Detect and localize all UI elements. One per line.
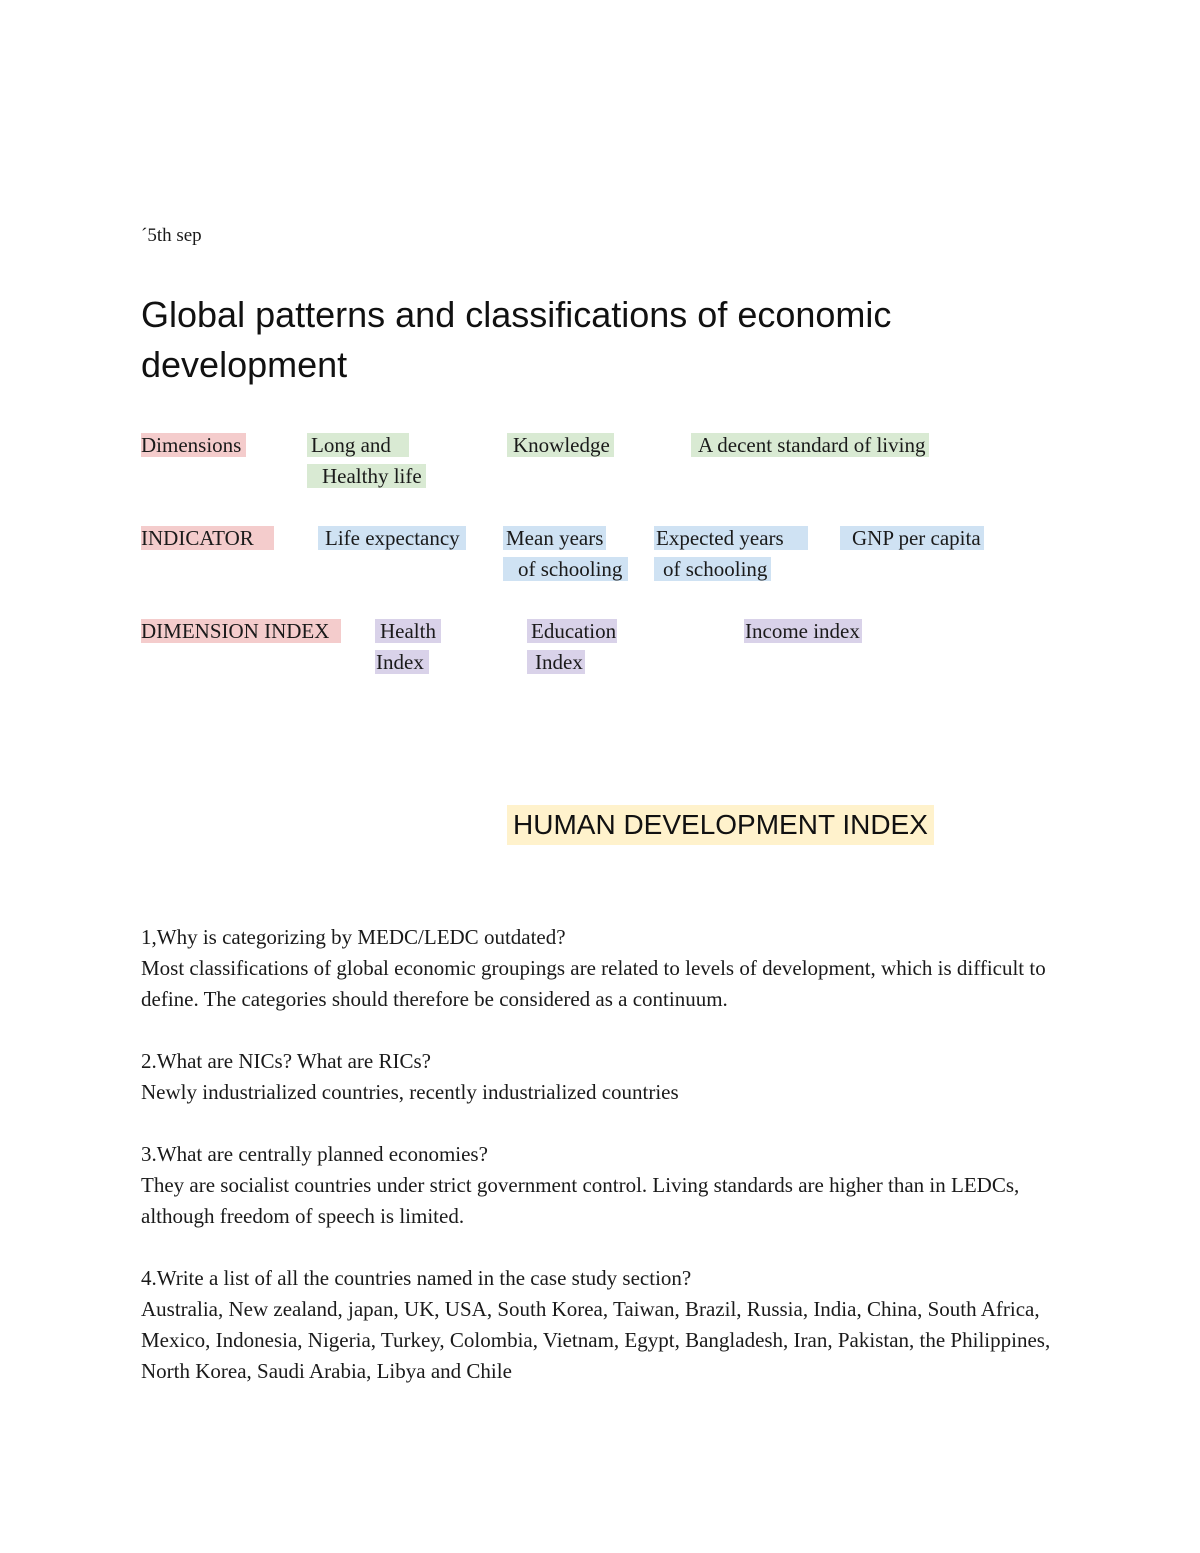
date-note: ´5th sep — [141, 225, 202, 246]
dimension-long-healthy-life: Long and Healthy life — [307, 430, 426, 492]
answer: Newly industrialized countries, recently industrialized countries — [141, 1080, 679, 1104]
indicator-life-expectancy: Life expectancy — [318, 523, 466, 554]
qa-item — [141, 1263, 1066, 1387]
question: 3.What are centrally planned economies? — [141, 1142, 488, 1166]
page-title-line-1: Global patterns and classifications of economic — [141, 294, 892, 335]
answer: Most classifications of global economic groupings are related to levels of development, which is difficult to define. The categories should therefore be considered as a continuum. — [141, 956, 1046, 1011]
indicator-expected-years-schooling: Expected years of schooling — [654, 523, 808, 585]
page-title — [141, 290, 891, 390]
indicator-gnp-per-capita: GNP per capita — [840, 523, 984, 554]
page-title-line-2: development — [141, 344, 348, 385]
answer: Australia, New zealand, japan, UK, USA, South Korea, Taiwan, Brazil, Russia, India, China, South Africa, Mexico, Indonesia, Nigeria, Turkey, Colombia, Vietnam, Egypt, Bangladesh, Iran, Pakistan, the Philippines, North Korea, Saudi Arabia, Libya and Chile — [141, 1297, 1051, 1383]
row-label-indicator: INDICATOR — [141, 523, 274, 554]
question: 2.What are NICs? What are RICs? — [141, 1049, 432, 1073]
dimension-knowledge: Knowledge — [507, 430, 614, 461]
dimension-decent-standard: A decent standard of living — [691, 430, 929, 461]
row-label-dimensions: Dimensions — [141, 430, 246, 461]
index-income: Income index — [745, 619, 860, 643]
hdi-heading: HUMAN DEVELOPMENT INDEX — [507, 805, 934, 845]
answer: They are socialist countries under strict government control. Living standards are higher than in LEDCs, although freedom of speech is limited. — [141, 1173, 1020, 1228]
qa-item — [141, 922, 1071, 1015]
index-education: Education Index — [527, 616, 617, 678]
question: 1,Why is categorizing by MEDC/LEDC outdated? — [141, 925, 566, 949]
index-health: Health Index — [375, 616, 441, 678]
indicator-mean-years-schooling: Mean years of schooling — [503, 523, 628, 585]
qa-item — [141, 1046, 1071, 1108]
qa-item — [141, 1139, 1056, 1232]
question: 4.Write a list of all the countries named in the case study section? — [141, 1266, 692, 1290]
row-label-dimension-index: DIMENSION INDEX — [141, 616, 341, 647]
